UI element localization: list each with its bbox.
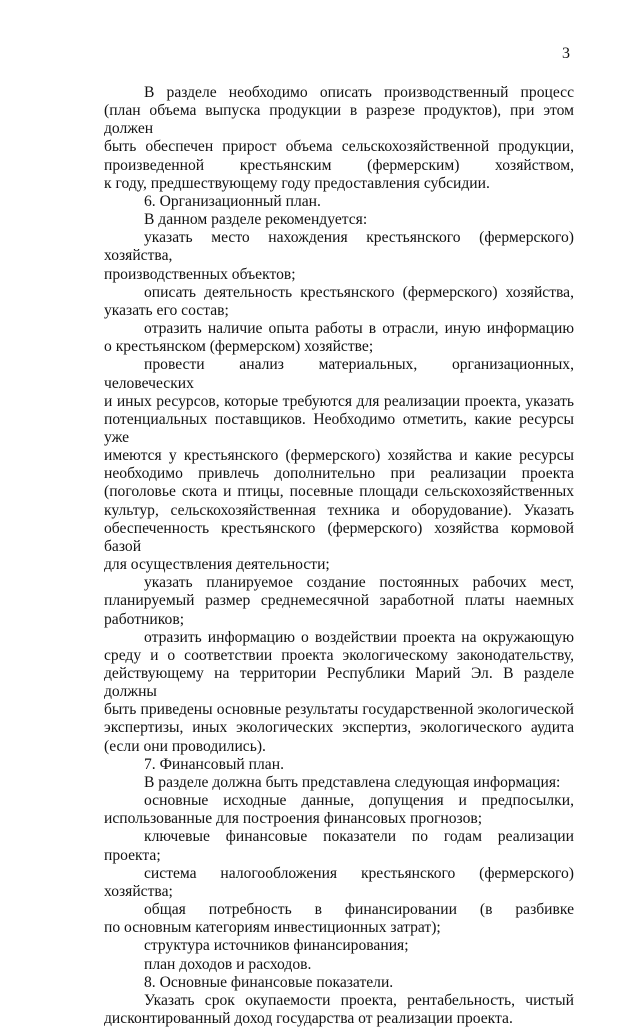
paragraph: [104, 901, 574, 937]
paragraph: [104, 211, 574, 229]
paragraph: [104, 937, 574, 955]
paragraph: [104, 574, 574, 628]
text-line: основные исходные данные, допущения и предпосылки,: [144, 792, 574, 810]
paragraph: [104, 792, 574, 828]
text-line: структура источников финансирования;: [144, 937, 409, 955]
text-line: к году, предшествующему году предоставления субсидии.: [104, 174, 490, 192]
text-line: указать его состав;: [104, 301, 229, 319]
text-line: описать деятельность крестьянского (фермерского) хозяйства,: [144, 283, 574, 301]
text-line: 6. Организационный план.: [144, 192, 321, 210]
text-line: среду и о соответствии проекта экологическому законодательству,: [104, 646, 574, 664]
text-line: обеспеченность крестьянского (фермерского) хозяйства кормовой базой: [104, 519, 574, 555]
text-line: необходимо привлечь дополнительно при реализации проекта: [104, 465, 574, 483]
text-line: культур, сельскохозяйственная техника и оборудование). Указать: [104, 501, 574, 519]
paragraph: [104, 865, 574, 901]
text-line: дисконтированный доход государства от реализации проекта.: [104, 1009, 513, 1027]
text-line: потенциальных поставщиков. Необходимо отметить, какие ресурсы уже: [104, 410, 574, 446]
paragraph: [104, 629, 574, 756]
paragraph: [104, 756, 574, 774]
text-line: отразить наличие опыта работы в отрасли, иную информацию: [144, 320, 574, 338]
text-line: действующему на территории Республики Марий Эл. В разделе должны: [104, 665, 574, 701]
text-line: и иных ресурсов, которые требуются для реализации проекта, указать: [104, 392, 574, 410]
page-number: 3: [562, 45, 570, 62]
text-line: произведенной крестьянским (фермерским) хозяйством,: [104, 156, 574, 174]
document-body: [104, 84, 574, 1028]
paragraph: [104, 356, 574, 574]
text-line: (поголовье скота и птицы, посевные площади сельскохозяйственных: [104, 483, 574, 501]
text-line: ключевые финансовые показатели по годам реализации проекта;: [104, 828, 574, 864]
paragraph: [104, 992, 574, 1028]
text-line: планируемый размер среднемесячной заработной платы наемных: [104, 592, 574, 610]
text-line: В разделе необходимо описать производственный процесс: [144, 84, 574, 101]
paragraph: [104, 229, 574, 283]
text-line: план доходов и расходов.: [144, 955, 312, 973]
paragraph: [104, 774, 574, 792]
paragraph: [104, 828, 574, 864]
text-line: по основным категориям инвестиционных затрат);: [104, 919, 441, 937]
text-line: указать планируемое создание постоянных рабочих мест,: [144, 574, 574, 592]
text-line: В разделе должна быть представлена следующая информация:: [144, 773, 561, 791]
text-line: Указать срок окупаемости проекта, рентабельность, чистый: [144, 991, 574, 1009]
text-line: производственных объектов;: [104, 265, 296, 283]
text-line: указать место нахождения крестьянского (фермерского) хозяйства,: [104, 229, 574, 265]
text-line: быть обеспечен прирост объема сельскохозяйственной продукции,: [104, 138, 574, 156]
paragraph: [104, 84, 574, 193]
paragraph: [104, 193, 574, 211]
text-line: имеются у крестьянского (фермерского) хозяйства и какие ресурсы: [104, 447, 574, 465]
text-line: работников;: [104, 610, 185, 628]
text-line: (если они проводились).: [104, 737, 266, 755]
text-line: о крестьянском (фермерском) хозяйстве;: [104, 338, 374, 356]
paragraph: [104, 974, 574, 992]
text-line: 7. Финансовый план.: [144, 755, 284, 773]
text-line: система налогообложения крестьянского (фермерского) хозяйства;: [104, 864, 574, 900]
text-line: провести анализ материальных, организационных, человеческих: [104, 356, 574, 392]
text-line: отразить информацию о воздействии проекта на окружающую: [144, 628, 574, 646]
text-line: для осуществления деятельности;: [104, 556, 330, 574]
text-line: 8. Основные финансовые показатели.: [144, 973, 394, 991]
paragraph: [104, 320, 574, 356]
text-line: экспертизы, иных экологических экспертиз, экологического аудита: [104, 719, 574, 737]
text-line: В данном разделе рекомендуется:: [144, 211, 368, 229]
text-line: быть приведены основные результаты государственной экологической: [104, 701, 574, 719]
text-line: использованные для построения финансовых прогнозов;: [104, 810, 483, 828]
text-line: общая потребность в финансировании (в разбивке: [144, 901, 574, 919]
paragraph: [104, 956, 574, 974]
text-line: (план объема выпуска продукции в разрезе продуктов), при этом должен: [104, 102, 574, 138]
paragraph: [104, 284, 574, 320]
